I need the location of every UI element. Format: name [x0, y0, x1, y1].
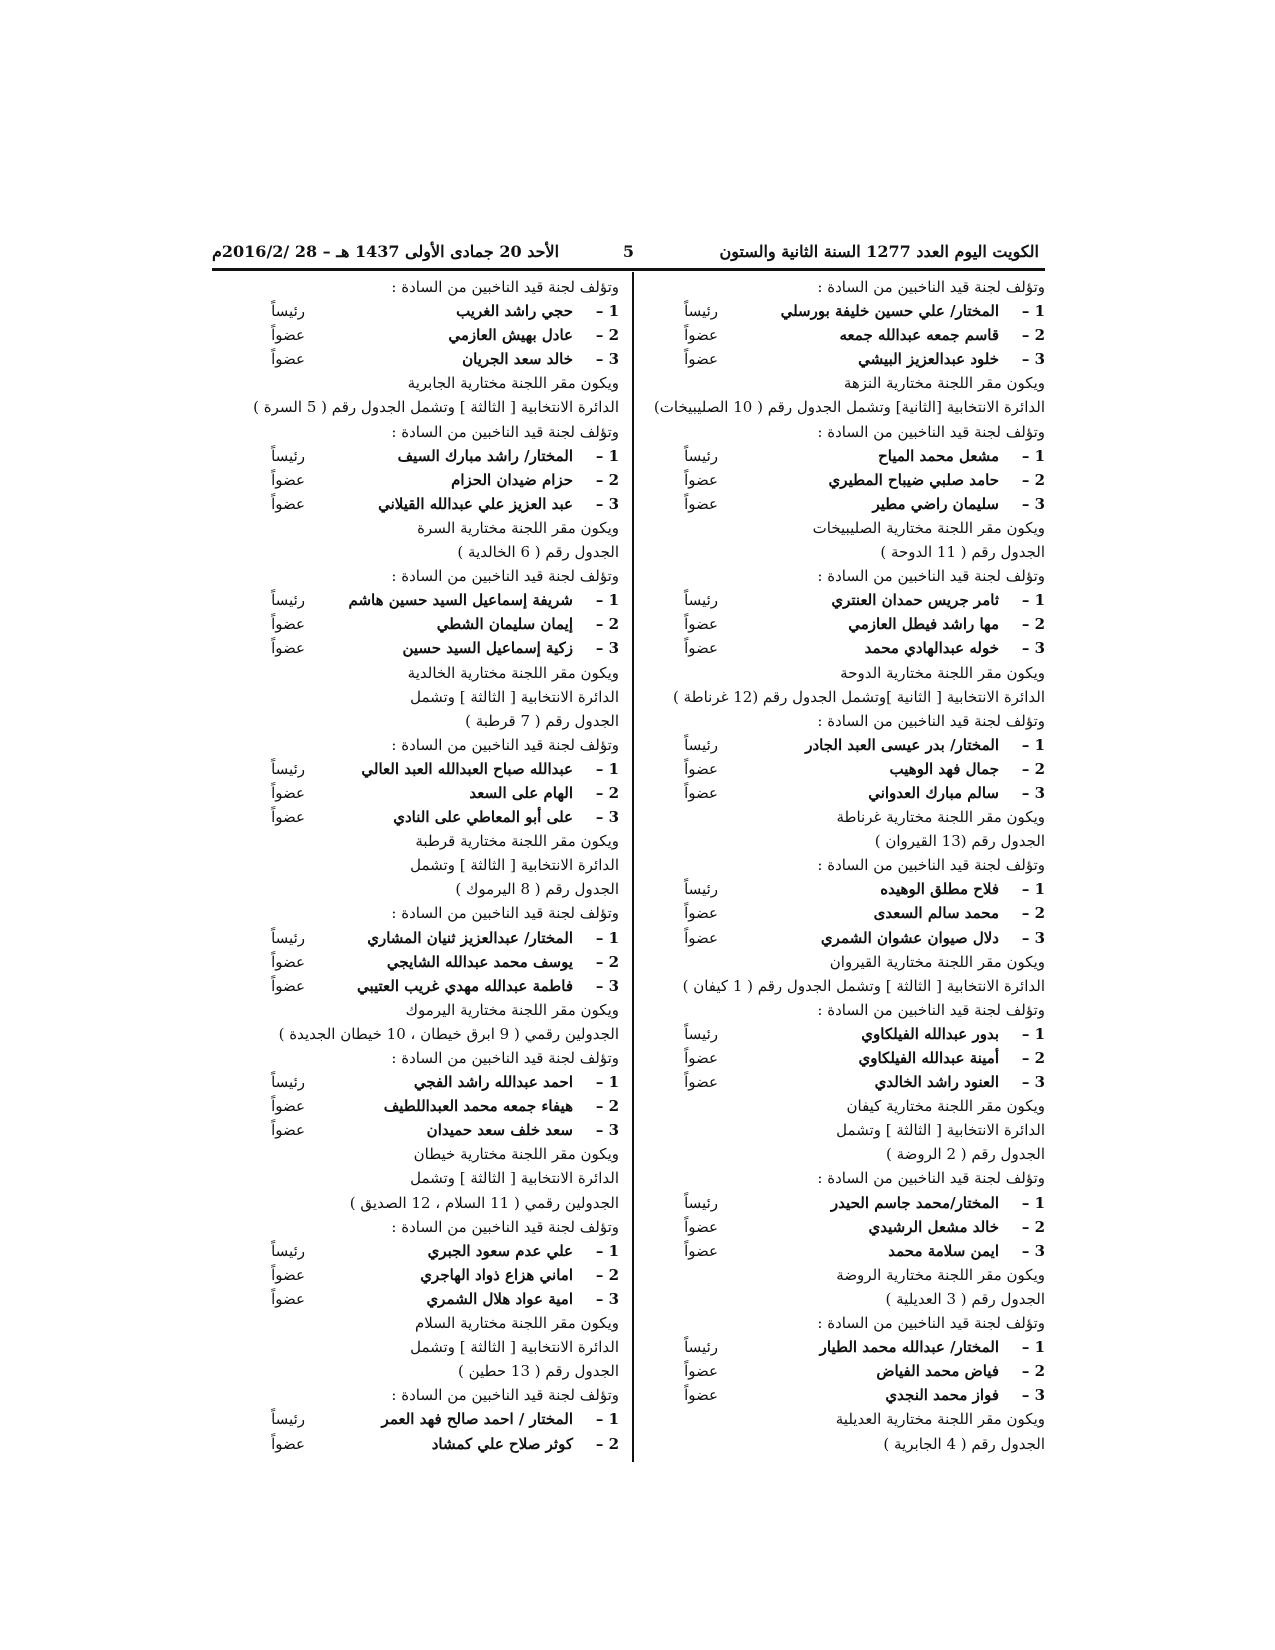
member-number: 1 – — [1021, 1024, 1045, 1043]
member-name: هيفاء جمعه محمد العبداللطيف — [383, 1097, 573, 1116]
committee-member-row — [628, 299, 1051, 323]
text-line: الجدول رقم ( 8 اليرموك ) — [455, 880, 619, 899]
member-name: المختار / احمد صالح فهد العمر — [381, 1410, 573, 1429]
member-number: 2 – — [1021, 326, 1045, 345]
committee-member-row — [628, 636, 1051, 660]
member-role: عضواً — [684, 494, 718, 513]
text-line: ويكون مقر اللجنة مختارية السرة — [417, 518, 619, 537]
member-name: سليمان راضي مطير — [872, 494, 999, 513]
member-number: 3 – — [1021, 928, 1045, 947]
member-role: عضواً — [271, 494, 305, 513]
text-line: الدائرة الانتخابية [ الثالثة ] وتشمل — [410, 1338, 619, 1357]
text-line: وتؤلف لجنة قيد الناخبين من السادة : — [817, 567, 1045, 586]
member-name: يوسف محمد عبدالله الشايجي — [386, 952, 573, 971]
member-number: 3 – — [1021, 1073, 1045, 1092]
committee-member-row — [215, 781, 625, 805]
member-role: رئيساً — [271, 928, 305, 947]
member-role: عضواً — [271, 1289, 305, 1308]
text-line: وتؤلف لجنة قيد الناخبين من السادة : — [817, 711, 1045, 730]
member-name: المختار/ علي حسين خليفة بورسلي — [780, 302, 999, 321]
member-number: 1 – — [595, 591, 619, 610]
member-role: عضواً — [684, 783, 718, 802]
member-number: 3 – — [595, 494, 619, 513]
text-line: الجدول رقم ( 6 الخالدية ) — [457, 543, 619, 562]
member-name: ايمن سلامة محمد — [888, 1241, 999, 1260]
text-line: ويكون مقر اللجنة مختارية النزهة — [843, 374, 1045, 393]
text-line: وتؤلف لجنة قيد الناخبين من السادة : — [817, 278, 1045, 296]
member-role: عضواً — [684, 1073, 718, 1092]
member-name: المختار/محمد جاسم الحيدر — [830, 1193, 999, 1212]
member-number: 3 – — [595, 808, 619, 827]
member-number: 3 – — [1021, 639, 1045, 658]
member-number: 2 – — [1021, 1049, 1045, 1067]
member-name: سعد خلف سعد حميدان — [426, 1121, 573, 1140]
member-name: ثامر جريس حمدان العنتري — [831, 591, 999, 610]
text-line: الجدول رقم (13 القيروان ) — [874, 832, 1045, 851]
member-number: 2 – — [595, 1265, 619, 1284]
member-role: رئيساً — [271, 1241, 305, 1260]
committee-member-row — [628, 1022, 1051, 1046]
member-number: 3 – — [595, 1121, 619, 1140]
member-name: شريفة إسماعيل السيد حسين هاشم — [348, 591, 573, 610]
member-name: فلاح مطلق الوهيده — [880, 880, 999, 899]
committee-member-row — [628, 733, 1051, 757]
member-role: عضواً — [271, 350, 305, 369]
member-role: عضواً — [271, 1097, 305, 1116]
member-name: فواز محمد النجدي — [885, 1386, 999, 1405]
member-number: 1 – — [1021, 880, 1045, 899]
page-header — [212, 238, 1045, 266]
text-line: الجدول رقم ( 4 الجابرية ) — [883, 1434, 1045, 1453]
text-line: وتؤلف لجنة قيد الناخبين من السادة : — [817, 856, 1045, 875]
member-number: 1 – — [1021, 1193, 1045, 1212]
committee-member-row — [628, 347, 1051, 371]
committee-member-row — [215, 1407, 625, 1431]
committee-member-row — [628, 781, 1051, 805]
member-role: عضواً — [684, 1362, 718, 1381]
committee-member-row — [628, 877, 1051, 901]
member-name: زكية إسماعيل السيد حسين — [402, 639, 573, 658]
text-line: ويكون مقر اللجنة مختارية العديلية — [835, 1410, 1045, 1429]
member-number: 3 – — [1021, 350, 1045, 369]
committee-member-row — [628, 612, 1051, 636]
member-name: امية عواد هلال الشمري — [426, 1289, 573, 1308]
issue-date: الأحد 20 جمادى الأولى 1437 هـ – 28 /2016/2م — [212, 242, 560, 261]
text-line: ويكون مقر اللجنة مختارية الجابرية — [407, 374, 619, 393]
member-role: عضواً — [684, 1386, 718, 1405]
member-number: 1 – — [595, 1241, 619, 1260]
member-name: المختار/ راشد مبارك السيف — [397, 446, 573, 465]
member-number: 1 – — [595, 302, 619, 321]
member-role: عضواً — [271, 976, 305, 995]
member-number: 1 – — [1021, 1338, 1045, 1357]
text-line: وتؤلف لجنة قيد الناخبين من السادة : — [391, 567, 619, 586]
committee-member-row — [215, 1118, 625, 1142]
member-role: عضواً — [684, 1049, 718, 1067]
member-number: 3 – — [1021, 783, 1045, 802]
member-role: رئيساً — [684, 1193, 718, 1212]
member-number: 3 – — [595, 350, 619, 369]
member-number: 2 – — [595, 615, 619, 634]
header-rule — [212, 268, 1045, 271]
member-role: عضواً — [271, 808, 305, 827]
member-role: رئيساً — [271, 759, 305, 778]
member-role: عضواً — [684, 615, 718, 634]
member-role: عضواً — [271, 1434, 305, 1453]
text-line: وتؤلف لجنة قيد الناخبين من السادة : — [391, 904, 619, 923]
member-number: 2 – — [1021, 1217, 1045, 1236]
member-role: رئيساً — [684, 880, 718, 899]
member-number: 1 – — [1021, 735, 1045, 754]
member-number: 2 – — [1021, 759, 1045, 778]
member-number: 2 – — [1021, 1362, 1045, 1381]
committee-member-row — [628, 926, 1051, 950]
text-line: ويكون مقر اللجنة مختارية الصليبيخات — [812, 518, 1045, 537]
member-name: اماني هزاع ذواد الهاجري — [420, 1265, 573, 1284]
committee-member-row — [215, 468, 625, 492]
text-line: الجدولين رقمي ( 9 ابرق خيطان ، 10 خيطان الجديدة ) — [278, 1024, 619, 1043]
member-number: 3 – — [595, 976, 619, 995]
member-name: سالم مبارك العدواني — [868, 783, 999, 802]
member-number: 1 – — [1021, 302, 1045, 321]
member-name: على أبو المعاطي على النادي — [393, 808, 573, 827]
member-number: 1 – — [595, 759, 619, 778]
committee-member-row — [215, 1239, 625, 1263]
member-name: عبدالله صباح العبدالله العبد العالي — [361, 759, 573, 778]
text-line: الجدول رقم ( 11 الدوحة ) — [880, 543, 1045, 562]
committee-member-row — [628, 1239, 1051, 1263]
member-role: عضواً — [271, 615, 305, 634]
member-role: رئيساً — [684, 446, 718, 465]
member-name: حامد صلبي ضيباح المطيري — [828, 470, 999, 489]
committee-member-row — [215, 636, 625, 660]
member-role: رئيساً — [684, 1338, 718, 1357]
committee-member-row — [215, 926, 625, 950]
member-name: قاسم جمعه عبدالله جمعه — [839, 326, 999, 345]
member-number: 2 – — [1021, 904, 1045, 923]
right-column — [628, 275, 1051, 1456]
committee-member-row — [628, 323, 1051, 347]
committee-member-row — [628, 757, 1051, 781]
member-name: جمال فهد الوهيب — [889, 759, 999, 778]
member-name: دلال صيوان عشوان الشمري — [820, 928, 999, 947]
text-line: وتؤلف لجنة قيد الناخبين من السادة : — [817, 422, 1045, 441]
committee-member-row — [215, 950, 625, 974]
committee-member-row — [628, 1215, 1051, 1239]
member-role: رئيساً — [271, 302, 305, 321]
member-number: 2 – — [595, 1097, 619, 1116]
member-name: حزام ضيدان الحزام — [451, 470, 573, 489]
text-line: وتؤلف لجنة قيد الناخبين من السادة : — [391, 1217, 619, 1236]
member-number: 1 – — [595, 928, 619, 947]
committee-member-row — [628, 1359, 1051, 1383]
member-name: كوثر صلاح علي كمشاد — [431, 1434, 573, 1453]
member-name: عادل بهيش العازمي — [448, 326, 573, 345]
committee-member-row — [215, 347, 625, 371]
member-role: عضواً — [684, 470, 718, 489]
text-line: ويكون مقر اللجنة مختارية اليرموك — [405, 1000, 619, 1019]
text-line: الجدولين رقمي ( 11 السلام ، 12 الصديق ) — [349, 1193, 619, 1212]
member-name: عبد العزيز علي عبدالله القيلاني — [378, 494, 573, 513]
member-name: مها راشد فيطل العازمي — [848, 615, 999, 634]
text-line: الدائرة الانتخابية [ الثالثة ] وتشمل — [410, 687, 619, 706]
member-name: خالد مشعل الرشيدي — [868, 1217, 999, 1236]
member-number: 3 – — [1021, 494, 1045, 513]
committee-member-row — [628, 1383, 1051, 1407]
text-line: وتؤلف لجنة قيد الناخبين من السادة : — [391, 735, 619, 754]
text-line: وتؤلف لجنة قيد الناخبين من السادة : — [817, 1314, 1045, 1333]
member-number: 1 – — [1021, 591, 1045, 610]
member-role: عضواً — [271, 1265, 305, 1284]
text-line: ويكون مقر اللجنة مختارية الروضة — [836, 1265, 1045, 1284]
text-line: ويكون مقر اللجنة مختارية خيطان — [413, 1145, 619, 1164]
member-name: فياض محمد الفياض — [876, 1362, 999, 1381]
text-line: الجدول رقم ( 7 قرطبة ) — [465, 711, 619, 730]
member-number: 1 – — [1021, 446, 1045, 465]
text-line: ويكون مقر اللجنة مختارية كيفان — [846, 1097, 1045, 1116]
committee-member-row — [215, 299, 625, 323]
member-name: خوله عبدالهادي محمد — [864, 639, 999, 658]
text-line: الدائرة الانتخابية [ الثالثة ] وتشمل — [836, 1121, 1045, 1140]
member-number: 2 – — [595, 470, 619, 489]
member-role: رئيساً — [684, 735, 718, 754]
committee-member-row — [628, 901, 1051, 925]
committee-member-row — [215, 974, 625, 998]
member-number: 1 – — [595, 446, 619, 465]
text-line: ويكون مقر اللجنة مختارية غرناطة — [836, 808, 1045, 827]
committee-member-row — [215, 1263, 625, 1287]
member-name: الهام على السعد — [469, 783, 573, 802]
member-name: العنود راشد الخالدي — [874, 1073, 999, 1092]
member-number: 2 – — [1021, 615, 1045, 634]
committee-member-row — [215, 1094, 625, 1118]
text-line: الدائرة الانتخابية [ الثالثة ] وتشمل الجدول رقم ( 1 كيفان ) — [682, 976, 1045, 995]
member-name: المختار/ عبدالعزيز ثنيان المشاري — [367, 928, 573, 947]
member-name: علي عدم سعود الجبري — [427, 1241, 573, 1260]
member-role: عضواً — [684, 1217, 718, 1236]
committee-member-row — [215, 1432, 625, 1456]
text-line: وتؤلف لجنة قيد الناخبين من السادة : — [817, 1000, 1045, 1019]
member-name: المختار/ بدر عيسى العبد الجادر — [805, 735, 999, 754]
member-name: حجي راشد الغريب — [456, 302, 573, 321]
committee-member-row — [215, 444, 625, 468]
member-role: عضواً — [684, 904, 718, 923]
text-line: وتؤلف لجنة قيد الناخبين من السادة : — [391, 1049, 619, 1067]
committee-member-row — [628, 1335, 1051, 1359]
member-name: احمد عبدالله راشد الفجي — [413, 1073, 573, 1092]
committee-member-row — [628, 1046, 1051, 1070]
member-role: رئيساً — [271, 446, 305, 465]
committee-member-row — [628, 588, 1051, 612]
member-name: المختار/ عبدالله محمد الطيار — [819, 1338, 999, 1357]
text-line: ويكون مقر اللجنة مختارية الدوحة — [840, 663, 1045, 682]
text-line: ويكون مقر اللجنة مختارية الخالدية — [407, 663, 619, 682]
member-number: 3 – — [595, 1289, 619, 1308]
member-role: عضواً — [684, 326, 718, 345]
member-role: رئيساً — [684, 1024, 718, 1043]
member-role: عضواً — [271, 326, 305, 345]
member-name: خالد سعد الجريان — [462, 350, 573, 369]
member-role: عضواً — [271, 639, 305, 658]
member-number: 2 – — [595, 326, 619, 345]
member-role: عضواً — [684, 639, 718, 658]
member-role: رئيساً — [271, 591, 305, 610]
member-number: 2 – — [595, 1434, 619, 1453]
member-name: أمينة عبدالله الفيلكاوي — [858, 1049, 999, 1067]
member-number: 2 – — [595, 952, 619, 971]
committee-member-row — [215, 492, 625, 516]
committee-member-row — [628, 1191, 1051, 1215]
text-line: ويكون مقر اللجنة مختارية القيروان — [829, 952, 1045, 971]
text-line: الدائرة الانتخابية [ الثالثة ] وتشمل الجدول رقم ( 5 السرة ) — [253, 398, 619, 417]
member-role: رئيساً — [271, 1410, 305, 1429]
text-line: الدائرة الانتخابية [ الثانية ]وتشمل الجدول رقم (12 غرناطة ) — [672, 687, 1045, 706]
text-line: ويكون مقر اللجنة مختارية السلام — [414, 1314, 619, 1333]
member-role: رئيساً — [684, 591, 718, 610]
text-line: الدائرة الانتخابية [الثانية] وتشمل الجدول رقم ( 10 الصليبيخات) — [653, 398, 1045, 417]
text-line: وتؤلف لجنة قيد الناخبين من السادة : — [391, 278, 619, 296]
member-name: فاطمة عبدالله مهدي غريب العتيبي — [356, 976, 573, 995]
member-number: 3 – — [595, 639, 619, 658]
member-number: 1 – — [595, 1410, 619, 1429]
committee-member-row — [628, 492, 1051, 516]
text-line: الدائرة الانتخابية [ الثالثة ] وتشمل — [410, 1169, 619, 1188]
committee-member-row — [215, 757, 625, 781]
committee-member-row — [215, 588, 625, 612]
member-role: عضواً — [684, 1241, 718, 1260]
issue-info: الكويت اليوم العدد 1277 السنة الثانية والستون — [719, 242, 1039, 261]
committee-member-row — [215, 805, 625, 829]
member-number: 2 – — [595, 783, 619, 802]
member-role: عضواً — [271, 783, 305, 802]
member-role: عضواً — [271, 1121, 305, 1140]
text-line: وتؤلف لجنة قيد الناخبين من السادة : — [817, 1169, 1045, 1188]
member-name: خلود عبدالعزيز البيشي — [858, 350, 999, 369]
committee-member-row — [215, 1070, 625, 1094]
text-line: الجدول رقم ( 2 الروضة ) — [886, 1145, 1045, 1164]
page-number: 5 — [622, 242, 635, 261]
committee-member-row — [628, 1070, 1051, 1094]
committee-member-row — [215, 1287, 625, 1311]
member-number: 3 – — [1021, 1386, 1045, 1405]
committee-member-row — [628, 444, 1051, 468]
member-name: محمد سالم السعدى — [873, 904, 999, 923]
member-name: بدور عبدالله الفيلكاوي — [861, 1024, 999, 1043]
member-number: 2 – — [1021, 470, 1045, 489]
member-role: عضواً — [684, 350, 718, 369]
committee-member-row — [215, 323, 625, 347]
text-line: وتؤلف لجنة قيد الناخبين من السادة : — [391, 1386, 619, 1405]
committee-member-row — [628, 468, 1051, 492]
text-line: الجدول رقم ( 3 العديلية ) — [885, 1289, 1045, 1308]
member-role: عضواً — [684, 928, 718, 947]
member-number: 3 – — [1021, 1241, 1045, 1260]
member-name: إيمان سليمان الشطي — [436, 615, 573, 634]
member-role: عضواً — [271, 470, 305, 489]
member-role: رئيساً — [271, 1073, 305, 1092]
member-role: رئيساً — [684, 302, 718, 321]
member-role: عضواً — [684, 759, 718, 778]
committee-member-row — [215, 612, 625, 636]
text-line: الجدول رقم ( 13 حطين ) — [457, 1362, 619, 1381]
member-name: مشعل محمد المياح — [878, 446, 999, 465]
left-column — [215, 275, 625, 1456]
member-role: عضواً — [271, 952, 305, 971]
text-line: الدائرة الانتخابية [ الثالثة ] وتشمل — [410, 856, 619, 875]
member-number: 1 – — [595, 1073, 619, 1092]
text-line: وتؤلف لجنة قيد الناخبين من السادة : — [391, 422, 619, 441]
text-line: ويكون مقر اللجنة مختارية قرطبة — [415, 832, 619, 851]
